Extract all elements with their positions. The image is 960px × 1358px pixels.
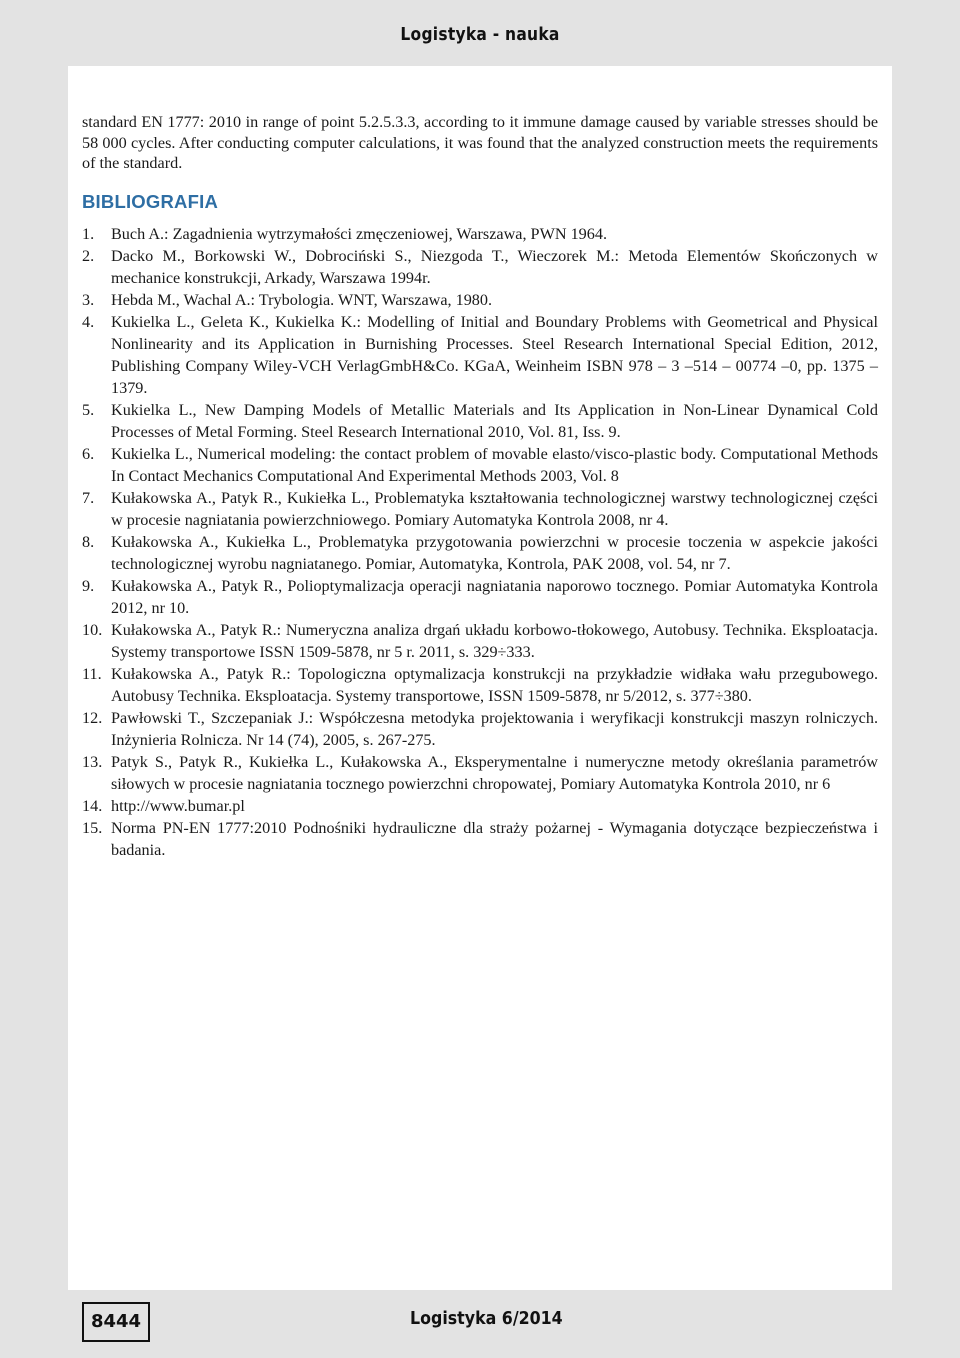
reference-item	[82, 751, 878, 795]
reference-number: 11.	[82, 664, 102, 683]
reference-item	[82, 707, 878, 751]
reference-number: 3.	[82, 290, 95, 309]
reference-item	[82, 531, 878, 575]
reference-text: Patyk S., Patyk R., Kukiełka L., Kułakowska A., Eksperymentalne i numeryczne metody określania parametrów siłowych w procesie nagniatania tocznego powierzchni chropowatej, Pomiary Automatyka Kontrola 2010, nr 6	[111, 752, 878, 793]
reference-text: Dacko M., Borkowski W., Dobrociński S., Niezgoda T., Wieczorek M.: Metoda Elementów Skończonych w mechanice konstrukcji, Arkady, Warszawa 1994r.	[111, 246, 878, 287]
page-footer	[82, 1302, 878, 1342]
article-content	[82, 112, 878, 861]
reference-text: Hebda M., Wachal A.: Trybologia. WNT, Warszawa, 1980.	[111, 290, 493, 309]
reference-text: Kukielka L., Geleta K., Kukielka K.: Modelling of Initial and Boundary Problems with Geometrical and Physical Nonlinearity and its Application in Burnishing Processes. Steel Research International Special Edition, 2012, Publishing Company Wiley-VCH VerlagGmbH&Co. KGaA, Weinheim ISBN 978 – 3 –514 – 00774 –0, pp. 1375 –1379.	[111, 312, 878, 397]
reference-number: 12.	[82, 708, 103, 727]
reference-text: Pawłowski T., Szczepaniak J.: Współczesna metodyka projektowania i weryfikacji konstrukcji maszyn rolniczych. Inżynieria Rolnicza. Nr 14 (74), 2005, s. 267-275.	[111, 708, 878, 749]
reference-link[interactable]: http://www.bumar.pl	[111, 796, 245, 815]
reference-item	[82, 663, 878, 707]
bibliography-heading: BIBLIOGRAFIA	[82, 190, 219, 212]
reference-text: Kułakowska A., Patyk R.: Topologiczna optymalizacja konstrukcji na przykładzie widłaka wału przegubowego. Autobusy Technika. Eksploatacja. Systemy transportowe, ISSN 1509-5878, nr 5/2012, s. 377÷380.	[111, 664, 878, 705]
reference-number: 5.	[82, 400, 95, 419]
reference-item	[82, 223, 878, 245]
reference-item	[82, 575, 878, 619]
reference-text: Norma PN-EN 1777:2010 Podnośniki hydrauliczne dla straży pożarnej - Wymagania dotyczące bezpieczeństwa i badania.	[111, 818, 878, 859]
reference-number: 15.	[82, 818, 103, 837]
reference-number: 6.	[82, 444, 95, 463]
reference-number: 8.	[82, 532, 95, 551]
reference-number: 4.	[82, 312, 95, 331]
reference-item	[82, 487, 878, 531]
reference-number: 10.	[82, 620, 103, 639]
reference-item	[82, 619, 878, 663]
reference-text: Kukielka L., New Damping Models of Metallic Materials and Its Application in Non-Linear Dynamical Cold Processes of Metal Forming. Steel Research International 2010, Vol. 81, Iss. 9.	[111, 400, 878, 441]
reference-item	[82, 817, 878, 861]
reference-item	[82, 795, 878, 817]
intro-paragraph: standard EN 1777: 2010 in range of point 5.2.5.3.3, according to it immune damage caused by variable stresses should be 58 000 cycles. After conducting computer calculations, it was found that the analyzed construction meets the requirements of the standard.	[82, 113, 878, 172]
reference-number: 2.	[82, 246, 95, 265]
reference-number: 14.	[82, 796, 103, 815]
reference-text: Kułakowska A., Kukiełka L., Problematyka przygotowania powierzchni w procesie toczenia w aspekcie jakości technologicznej wyrobu nagniatanego. Pomiar, Automatyka, Kontrola, PAK 2008, vol. 54, nr 7.	[111, 532, 878, 573]
reference-text: Kułakowska A., Patyk R., Kukiełka L., Problematyka kształtowania technologicznej warstwy technologicznej części w procesie nagniatania powierzchniowego. Pomiary Automatyka Kontrola 2008, nr 4.	[111, 488, 878, 529]
reference-number: 13.	[82, 752, 103, 771]
running-header-title: Logistyka - nauka	[400, 24, 560, 45]
reference-number: 7.	[82, 488, 95, 507]
reference-number: 9.	[82, 576, 95, 595]
reference-list	[82, 223, 878, 861]
page-number: 8444	[82, 1302, 150, 1342]
reference-text: Kukielka L., Numerical modeling: the contact problem of movable elasto/visco-plastic body. Computational Methods In Contact Mechanics Computational And Experimental Methods 2003, Vol. 8	[111, 444, 878, 485]
reference-item	[82, 399, 878, 443]
reference-item	[82, 289, 878, 311]
reference-text: Buch A.: Zagadnienia wytrzymałości zmęczeniowej, Warszawa, PWN 1964.	[111, 224, 608, 243]
reference-text: Kułakowska A., Patyk R., Polioptymalizacja operacji nagniatania naporowo tocznego. Pomiar Automatyka Kontrola 2012, nr 10.	[111, 576, 878, 617]
reference-text: Kułakowska A., Patyk R.: Numeryczna analiza drgań układu korbowo-tłokowego, Autobusy. Technika. Eksploatacja. Systemy transportowe ISSN 1509-5878, nr 5 r. 2011, s. 329÷333.	[111, 620, 878, 661]
reference-item	[82, 443, 878, 487]
journal-issue: Logistyka 6/2014	[410, 1308, 563, 1329]
reference-item	[82, 245, 878, 289]
reference-item	[82, 311, 878, 399]
reference-number: 1.	[82, 224, 95, 243]
